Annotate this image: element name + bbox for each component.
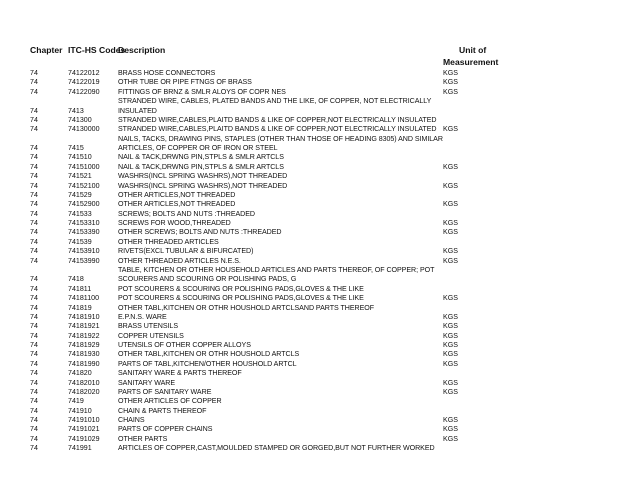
cell-itc-hs-code: 741529 [68,190,92,199]
cell-description: OTHER TABL,KITCHEN OR OTHR HOUSHOLD ARTCLSAND PARTS THEREOF [118,303,375,312]
cell-chapter: 74 [30,387,38,396]
cell-itc-hs-code: 741910 [68,406,92,415]
cell-unit: KGS [443,87,458,96]
cell-description: OTHER ARTICLES,NOT THREADED [118,200,236,209]
cell-description: CHAIN & PARTS THEREOF [118,406,207,415]
cell-description: COPPER UTENSILS [118,331,184,340]
cell-chapter: 74 [30,312,38,321]
cell-itc-hs-code: 74191029 [68,434,100,443]
cell-chapter: 74 [30,190,38,199]
cell-description: OTHER THREADED ARTICLES N.E.S. [118,256,241,265]
cell-description: UTENSILS OF OTHER COPPER ALLOYS [118,341,251,350]
cell-itc-hs-code: 741819 [68,303,92,312]
cell-chapter: 74 [30,162,38,171]
cell-itc-hs-code: 74181100 [68,294,100,303]
cell-description: OTHER ARTICLES OF COPPER [118,397,222,406]
cell-description: BRASS HOSE CONNECTORS [118,69,216,77]
cell-description: WASHRS(INCL SPRING WASHRS),NOT THREADED [118,172,288,181]
cell-itc-hs-code: 74152100 [68,181,100,190]
cell-unit: KGS [443,294,458,303]
cell-itc-hs-code: 74181910 [68,312,100,321]
cell-description: OTHER TABL,KITCHEN OR OTHR HOUSHOLD ARTCLS [118,350,300,359]
cell-chapter: 74 [30,294,38,303]
cell-chapter: 74 [30,87,38,96]
cell-unit: KGS [443,219,458,228]
cell-description: SANITARY WARE [118,378,176,387]
cell-description: ARTICLES, OF COPPER OR OF IRON OR STEEL [118,144,278,153]
cell-itc-hs-code: 741300 [68,115,92,124]
cell-unit: KGS [443,434,458,443]
cell-description: NAIL & TACK,DRWNG PIN,STPLS & SMLR ARTCLS [118,153,284,162]
cell-description: FITTINGS OF BRNZ & SMLR ALOYS OF COPR NES [118,87,286,96]
header-chapter: Chapter [30,45,63,55]
cell-unit: KGS [443,162,458,171]
cell-unit: KGS [443,341,458,350]
cell-chapter: 74 [30,228,38,237]
cell-chapter: 74 [30,434,38,443]
cell-chapter: 74 [30,69,38,77]
cell-chapter: 74 [30,200,38,209]
cell-unit: KGS [443,425,458,434]
cell-itc-hs-code: 74122090 [68,87,100,96]
cell-chapter: 74 [30,106,38,115]
cell-chapter: 74 [30,78,38,87]
cell-chapter: 74 [30,125,38,134]
cell-itc-hs-code: 74153390 [68,228,100,237]
cell-description: ARTICLES OF COPPER,CAST,MOULDED STAMPED OR GORGED,BUT NOT FURTHER WORKED [118,444,435,453]
cell-chapter: 74 [30,275,38,284]
cell-itc-hs-code: 74153310 [68,219,100,228]
cell-itc-hs-code: 74130000 [68,125,100,134]
cell-itc-hs-code: 741811 [68,284,92,293]
cell-itc-hs-code: 74181930 [68,350,100,359]
cell-itc-hs-code: 74153990 [68,256,100,265]
cell-description: POT SCOURERS & SCOURING OR POLISHING PADS,GLOVES & THE LIKE [118,294,364,303]
table-row [0,443,638,453]
cell-description: OTHER ARTICLES,NOT THREADED [118,190,236,199]
cell-chapter: 74 [30,144,38,153]
cell-chapter: 74 [30,115,38,124]
cell-chapter: 74 [30,331,38,340]
cell-unit: KGS [443,416,458,425]
cell-itc-hs-code: 74182020 [68,387,100,396]
cell-chapter: 74 [30,256,38,265]
cell-itc-hs-code: 74181929 [68,341,100,350]
cell-description: WASHRS(INCL SPRING WASHRS),NOT THREADED [118,181,288,190]
cell-description: TABLE, KITCHEN OR OTHER HOUSEHOLD ARTICLES AND PARTS THEREOF, OF COPPER; POT [118,265,435,274]
cell-unit: KGS [443,181,458,190]
cell-chapter: 74 [30,444,38,453]
cell-chapter: 74 [30,397,38,406]
cell-description: SCREWS; BOLTS AND NUTS :THREADED [118,209,256,218]
cell-unit: KGS [443,200,458,209]
cell-itc-hs-code: 7418 [68,275,84,284]
cell-chapter: 74 [30,350,38,359]
cell-description: OTHER THREADED ARTICLES [118,237,219,246]
cell-itc-hs-code: 74191010 [68,416,100,425]
cell-chapter: 74 [30,416,38,425]
cell-description: INSULATED [118,106,157,115]
cell-chapter: 74 [30,209,38,218]
header-unit-line2: Measurement [443,57,499,67]
cell-itc-hs-code: 741521 [68,172,92,181]
cell-itc-hs-code: 741820 [68,369,92,378]
cell-itc-hs-code: 7415 [68,144,84,153]
cell-chapter: 74 [30,153,38,162]
cell-chapter: 74 [30,303,38,312]
cell-itc-hs-code: 74122019 [68,78,100,87]
cell-chapter: 74 [30,341,38,350]
cell-unit: KGS [443,378,458,387]
cell-chapter: 74 [30,425,38,434]
cell-unit: KGS [443,331,458,340]
cell-itc-hs-code: 74181990 [68,359,100,368]
cell-chapter: 74 [30,369,38,378]
cell-description: BRASS UTENSILS [118,322,179,331]
cell-itc-hs-code: 741991 [68,444,92,453]
cell-unit: KGS [443,69,458,77]
cell-itc-hs-code: 74151000 [68,162,100,171]
cell-unit: KGS [443,312,458,321]
cell-itc-hs-code: 7419 [68,397,84,406]
cell-itc-hs-code: 74181922 [68,331,100,340]
cell-description: SANITARY WARE & PARTS THEREOF [118,369,242,378]
cell-description: RIVETS(EXCL TUBULAR & BIFURCATED) [118,247,254,256]
cell-itc-hs-code: 74153910 [68,247,100,256]
cell-itc-hs-code: 74182010 [68,378,100,387]
cell-unit: KGS [443,387,458,396]
cell-description: OTHR TUBE OR PIPE FTNGS OF BRASS [118,78,252,87]
cell-chapter: 74 [30,237,38,246]
cell-description: PARTS OF COPPER CHAINS [118,425,213,434]
cell-chapter: 74 [30,406,38,415]
cell-unit: KGS [443,256,458,265]
cell-unit: KGS [443,350,458,359]
cell-description: STRANDED WIRE, CABLES, PLATED BANDS AND THE LIKE, OF COPPER, NOT ELECTRICALLY [118,97,432,106]
cell-unit: KGS [443,78,458,87]
cell-description: PARTS OF SANITARY WARE [118,387,212,396]
header-unit-line1: Unit of [459,45,487,55]
cell-chapter: 74 [30,359,38,368]
cell-itc-hs-code: 741533 [68,209,92,218]
cell-chapter: 74 [30,172,38,181]
cell-chapter: 74 [30,378,38,387]
cell-description: SCREWS FOR WOOD,THREADED [118,219,231,228]
cell-description: OTHER PARTS [118,434,168,443]
cell-description: NAILS, TACKS, DRAWING PINS, STAPLES (OTHER THAN THOSE OF HEADING 8305) AND SIMILAR [118,134,443,143]
cell-description: STRANDED WIRE,CABLES,PLAITD BANDS & LIKE OF COPPER,NOT ELECTRICALLY INSULATED [118,115,437,124]
cell-unit: KGS [443,247,458,256]
cell-description: POT SCOURERS & SCOURING OR POLISHING PADS,GLOVES & THE LIKE [118,284,364,293]
header-itc-hs-codes: ITC-HS Codes [68,45,126,55]
cell-description: CHAINS [118,416,145,425]
cell-itc-hs-code: 74152900 [68,200,100,209]
header-description: Description [118,45,166,55]
cell-description: NAIL & TACK,DRWNG PIN,STPLS & SMLR ARTCLS [118,162,284,171]
cell-itc-hs-code: 74191021 [68,425,100,434]
cell-unit: KGS [443,228,458,237]
cell-description: PARTS OF TABL,KITCHEN/OTHER HOUSHOLD ARTCL [118,359,297,368]
cell-unit: KGS [443,359,458,368]
cell-chapter: 74 [30,181,38,190]
cell-chapter: 74 [30,322,38,331]
cell-unit: KGS [443,322,458,331]
cell-description: STRANDED WIRE,CABLES,PLAITD BANDS & LIKE OF COPPER,NOT ELECTRICALLY INSULATED [118,125,437,134]
cell-itc-hs-code: 74181921 [68,322,100,331]
cell-itc-hs-code: 741539 [68,237,92,246]
cell-itc-hs-code: 74122012 [68,69,100,77]
cell-itc-hs-code: 7413 [68,106,84,115]
cell-chapter: 74 [30,284,38,293]
cell-chapter: 74 [30,219,38,228]
cell-chapter: 74 [30,247,38,256]
cell-description: SCOURERS AND SCOURING OR POLISHING PADS, G [118,275,297,284]
cell-itc-hs-code: 741510 [68,153,92,162]
cell-description: E.P.N.S. WARE [118,312,167,321]
cell-description: OTHER SCREWS; BOLTS AND NUTS :THREADED [118,228,282,237]
cell-unit: KGS [443,125,458,134]
